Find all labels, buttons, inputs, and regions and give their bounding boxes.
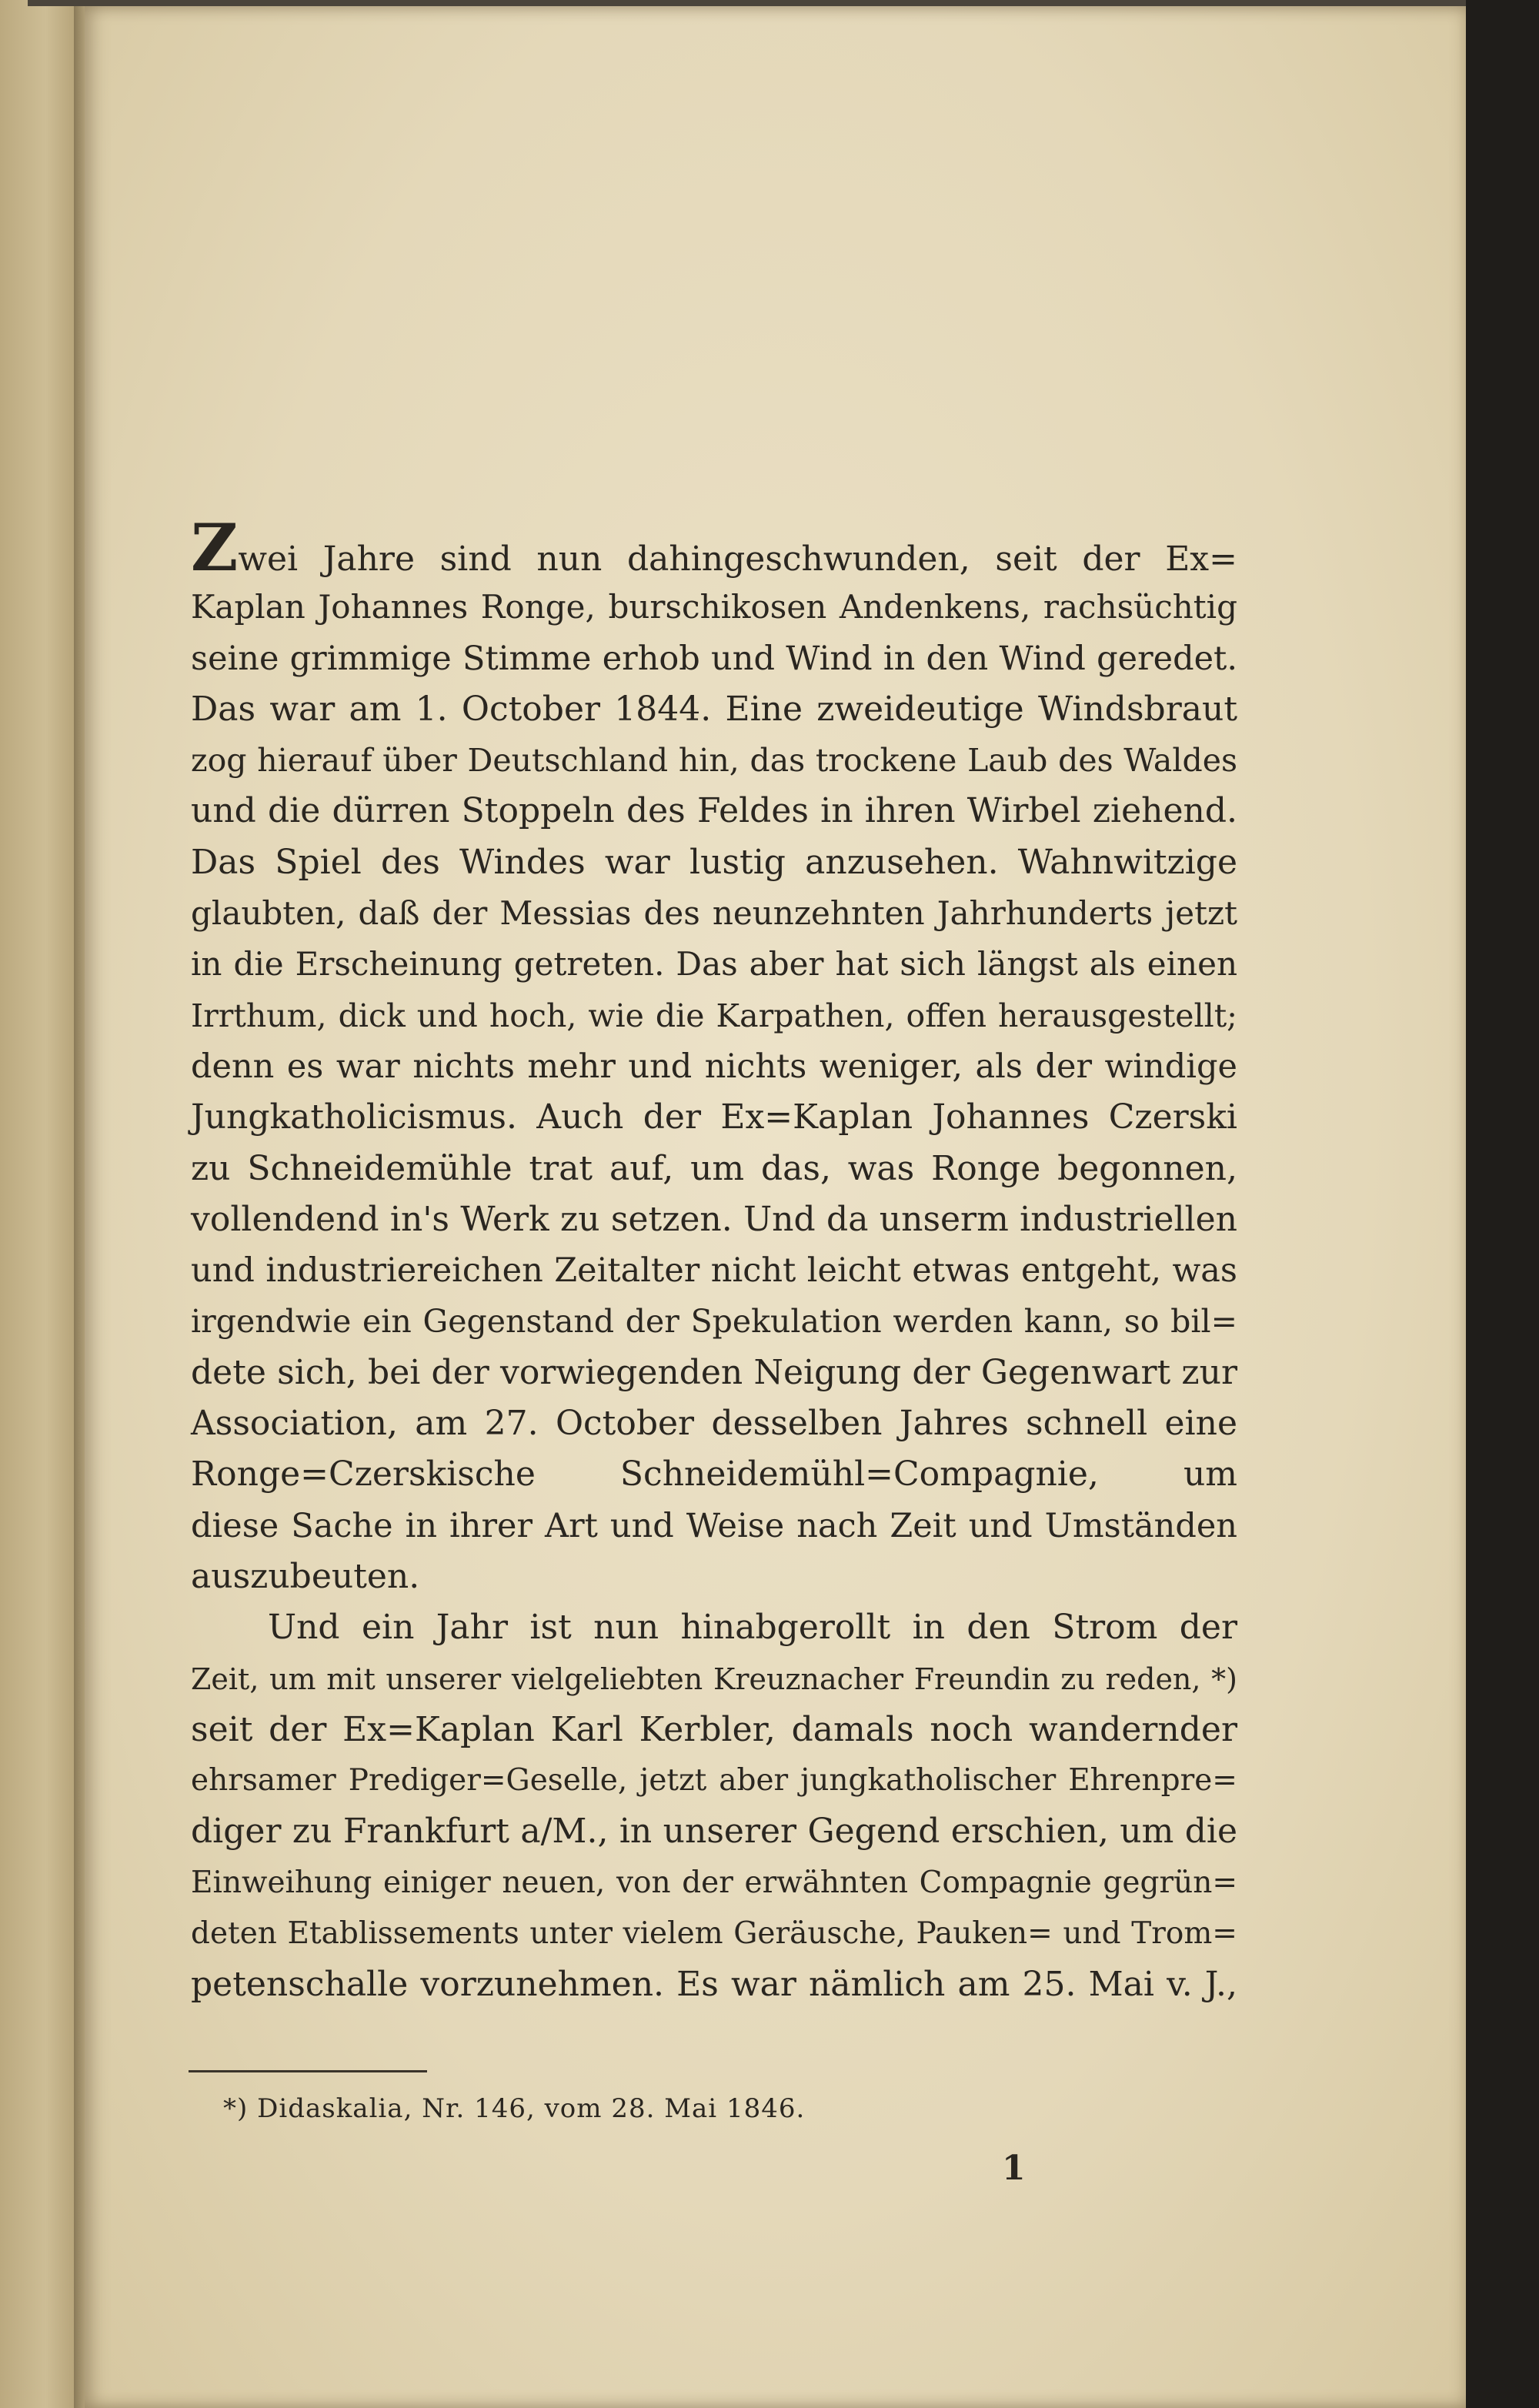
text-line: Zeit, um mit unserer vielgeliebten Kreuznacher Freundin zu reden, *) (191, 1662, 1237, 1696)
text-line: denn es war nichts mehr und nichts weniger, als der windige (191, 1047, 1237, 1086)
page-top-edge (28, 0, 1467, 6)
text-line: Irrthum, dick und hoch, wie die Karpathen, offen herausgestellt; (191, 997, 1237, 1034)
left-page-edge (0, 0, 83, 2408)
text-line: und industriereichen Zeitalter nicht leicht etwas entgeht, was (191, 1251, 1237, 1291)
text-line: Kaplan Johannes Ronge, burschikosen Andenkens, rachsüchtig (191, 588, 1237, 626)
text-line: Jungkatholicismus. Auch der Ex=Kaplan Johannes Czerski (191, 1097, 1237, 1137)
text-line: und die dürren Stoppeln des Feldes in ihren Wirbel ziehend. (191, 791, 1237, 831)
footnote: *) Didaskalia, Nr. 146, vom 28. Mai 1846. (223, 2093, 806, 2124)
text-line (191, 509, 1237, 586)
text-line: diese Sache in ihrer Art und Weise nach Zeit und Umständen (191, 1506, 1237, 1545)
text-line: deten Etablissements unter vielem Geräusche, Pauken= und Trom= (191, 1916, 1237, 1952)
text-line: Einweihung einiger neuen, von der erwähnten Compagnie gegrün= (191, 1865, 1237, 1900)
text-line: Association, am 27. October desselben Jahres schnell eine (191, 1404, 1237, 1444)
text-line: petenschalle vorzunehmen. Es war nämlich am 25. Mai v. J., (191, 1965, 1237, 2005)
text-line: irgendwie ein Gegenstand der Spekulation werden kann, so bil= (191, 1303, 1237, 1341)
page-number: 1 (1002, 2149, 1026, 2188)
text-line: zu Schneidemühle trat auf, um das, was Ronge begonnen, (191, 1148, 1237, 1188)
text-line: vollendend in's Werk zu setzen. Und da unserm industriellen (191, 1199, 1237, 1239)
text-line: in die Erscheinung getreten. Das aber hat sich längst als einen (191, 945, 1237, 984)
text-line: Das war am 1. October 1844. Eine zweideutige Windsbraut (191, 689, 1237, 729)
text-line: dete sich, bei der vorwiegenden Neigung der Gegenwart zur (191, 1352, 1237, 1392)
text-line: Das Spiel des Windes war lustig anzusehen. Wahnwitzige (191, 842, 1237, 882)
text-line: zog hierauf über Deutschland hin, das trockene Laub des Waldes (191, 742, 1237, 780)
body-text (191, 509, 1237, 2011)
initial-letter: Z (191, 509, 239, 586)
text-line: auszubeuten. (191, 1556, 420, 1596)
text-line: glaubten, daß der Messias des neunzehnten Jahrhunderts jetzt (191, 894, 1237, 933)
text-line: Und ein Jahr ist nun hinabgerollt in den Strom der (268, 1608, 1237, 1648)
text-line: seit der Ex=Kaplan Karl Kerbler, damals noch wandernder (191, 1709, 1237, 1749)
text-line: ehrsamer Prediger=Geselle, jetzt aber jungkatholischer Ehrenpre= (191, 1763, 1237, 1798)
right-background (1466, 0, 1539, 2408)
footnote-divider (189, 2070, 427, 2072)
text-line: seine grimmige Stimme erhob und Wind in den Wind geredet. (191, 639, 1237, 678)
text-line: Ronge=Czerskische Schneidemühl=Compagnie, um (191, 1454, 1237, 1495)
text-line: diger zu Frankfurt a/M., in unserer Gegend erschien, um die (191, 1812, 1237, 1852)
text-line-content: wei Jahre sind nun dahingeschwunden, seit der Ex= (238, 539, 1237, 579)
